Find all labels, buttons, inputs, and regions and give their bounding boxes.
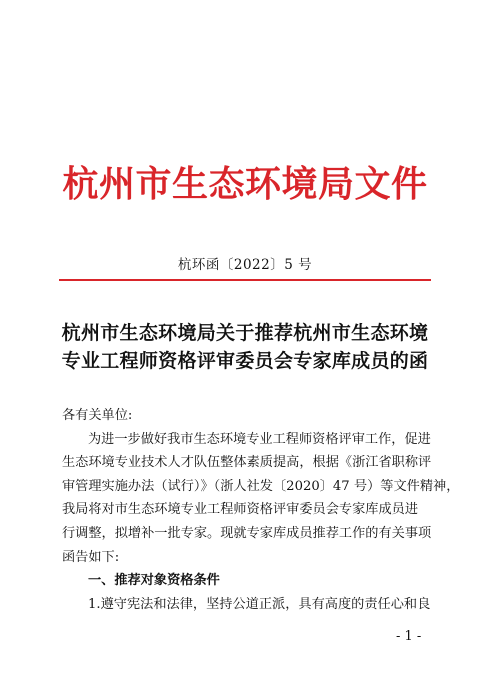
title-line-1: 杭州市生态环境局关于推荐杭州市生态环境 [61, 322, 429, 344]
paragraph-line: 我局将对市生态环境专业工程师资格评审委员会专家库成员进 [62, 502, 419, 518]
list-item: 1.遵守宪法和法律，坚持公道正派，具有高度的责任心和良 [88, 596, 431, 612]
paragraph-line: 生态环境专业技术人才队伍整体素质提高，根据《浙江省职称评 [62, 455, 432, 471]
page-number: - 1 - [396, 629, 422, 644]
section-heading: 一、推荐对象资格条件 [88, 573, 220, 589]
paragraph-line: 为进一步做好我市生态环境专业工程师资格评审工作，促进 [88, 431, 431, 447]
document-number: 杭环函〔2022〕5 号 [177, 257, 313, 273]
salutation: 各有关单位: [62, 408, 133, 423]
document-title [0, 319, 490, 375]
red-divider-line [59, 279, 431, 281]
document-masthead: 杭州市生态环境局文件 [62, 163, 428, 205]
paragraph-line: 函告如下: [62, 549, 120, 565]
title-line-2: 专业工程师资格评审委员会专家库成员的函 [61, 350, 429, 372]
paragraph-line: 行调整，拟增补一批专家。现就专家库成员推荐工作的有关事项 [62, 525, 432, 541]
document-body [62, 404, 460, 616]
paragraph-line: 审管理实施办法（试行）》（浙人社发〔2020〕47 号）等文件精神， [62, 478, 460, 494]
